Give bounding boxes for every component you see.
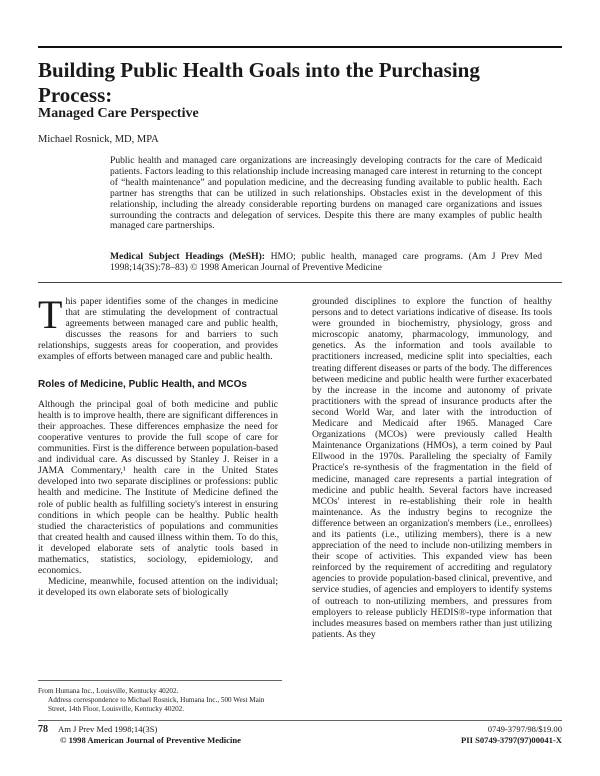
footnote-rule xyxy=(38,680,282,681)
intro-text: his paper identifies some of the changes in medicine that are stimulating the development of contractual agreements between managed care and public health, discusses the reasons for and barriers to such relationships, suggests areas for cooperation, and provides examples of efforts between managed care and public health. xyxy=(38,296,278,363)
mesh-label: Medical Subject Headings (MeSH): xyxy=(110,251,265,262)
footer-copyright: © 1998 American Journal of Preventive Medicine xyxy=(60,735,241,745)
footer-left xyxy=(38,724,241,746)
section-rule xyxy=(38,282,562,283)
journal-citation: Am J Prev Med 1998;14(3S) xyxy=(58,724,158,734)
affiliation-footnote xyxy=(38,687,282,714)
drop-cap: T xyxy=(38,292,63,337)
footer-pii: PII S0749-3797(97)00041-X xyxy=(461,735,562,745)
mesh-keywords xyxy=(110,252,542,274)
article-title: Building Public Health Goals into the Purchasing Process: xyxy=(38,58,480,107)
right-column-text: grounded disciplines to explore the function of healthy persons and to detect variations indicative of disease. Its tools were grounded in biochemistry, physiology, gross and microscopic anatomy, pharmacology, immunology, and genetics. As the information and tools available to practitioners increased, medicine split into specialties, each treating different diseases or parts of the body. The differences between medicine and public health were further exacerbated by the increase in the income and autonomy of private practitioners with the spread of insurance products after the second World War, and later with the introduction of Medicare and Medicaid after 1965. Managed Care Organizations (MCOs) were previously called Health Maintenance Organizations (HMOs), a term coined by Paul Ellwood in the 1970s. Paralleling the specialty of Family Practice's re-synthesis of the fragmentation in the field of medicine, managed care represents a partial integration of medicine and public health. Several factors have increased MCOs' interest in re-establishing their role in health maintenance. As the industry begins to recognize the difference between an organization's members (i.e., enrollees) and its patients (i.e., utilizing members), there is a new appreciation of the need to include non-utilizing members in their scope of activities. This expanded view has been reinforced by the requirement of accrediting and regulatory agencies to provide population-based clinical, preventive, and service studies, of agencies and employers to identify systems of outreach to non-utilizing members, and pressures from employers to release publicly HEDIS®-type information that includes measures based on members rather than just utilizing patients. As they xyxy=(312,296,552,640)
paragraph-2: Medicine, meanwhile, focused attention on the individual; it developed its own elaborate sets of biologically xyxy=(38,576,278,599)
mesh-text: HMO; public health, managed care programs. (Am J Prev Med 1998;14(3S):78–83) © 1998 American Journal of Preventive Medicine xyxy=(110,251,542,273)
footer-rule xyxy=(38,720,562,721)
author-byline: Michael Rosnick, MD, MPA xyxy=(38,134,159,145)
footer-right xyxy=(461,724,562,746)
abstract: Public health and managed care organizations are increasingly developing contracts for the care of Medicaid patients. Factors leading to this relationship include increasing managed care interest in returning to the concept of “health maintenance” and population medicine, and the decreasing funding available to public health. Each partner has strengths that can be utilized in such relationships. Obstacles exist in the development of this relationship, including the already considerable reporting burdens on managed care organizations and issues surrounding the contracts and delegation of services. Despite this there are many examples of public health managed care partnerships. xyxy=(110,155,542,232)
intro-paragraph xyxy=(38,292,278,363)
top-rule xyxy=(38,46,562,48)
footer-issn: 0749-3797/98/$19.00 xyxy=(487,724,562,734)
affiliation-correspondence: Address correspondence to Michael Rosnick, Humana Inc., 500 West Main Street, 14th Floor, Louisville, Kentucky 40202. xyxy=(48,696,265,713)
right-column xyxy=(312,296,552,640)
page-number: 78 xyxy=(38,724,48,735)
paragraph-1: Although the principal goal of both medicine and public health is to improve health, there are significant differences in their approaches. These differences emphasize the need for cooperative ventures to provide the full scope of care for communities. First is the difference between population-based and individual care. As discussed by Stanley J. Reiser in a JAMA Commentary,¹ health care in the United States developed into two separate disciplines or professions: public health and medicine. The Institute of Medicine defined the role of public health as fulfilling society's interest in ensuring conditions in which people can be healthy. Public health studied the characteristics of populations and communities that created health and caused illness within them. To do this, it developed elaborate sets of analytic tools based in mathematics, statistics, sociology, epidemiology, and economics. xyxy=(38,398,278,577)
affiliation-from: From Humana Inc., Louisville, Kentucky 40202. xyxy=(38,687,179,695)
article-subtitle: Managed Care Perspective xyxy=(38,106,199,121)
section-heading: Roles of Medicine, Public Health, and MCOs xyxy=(38,378,247,390)
left-column xyxy=(38,292,278,599)
